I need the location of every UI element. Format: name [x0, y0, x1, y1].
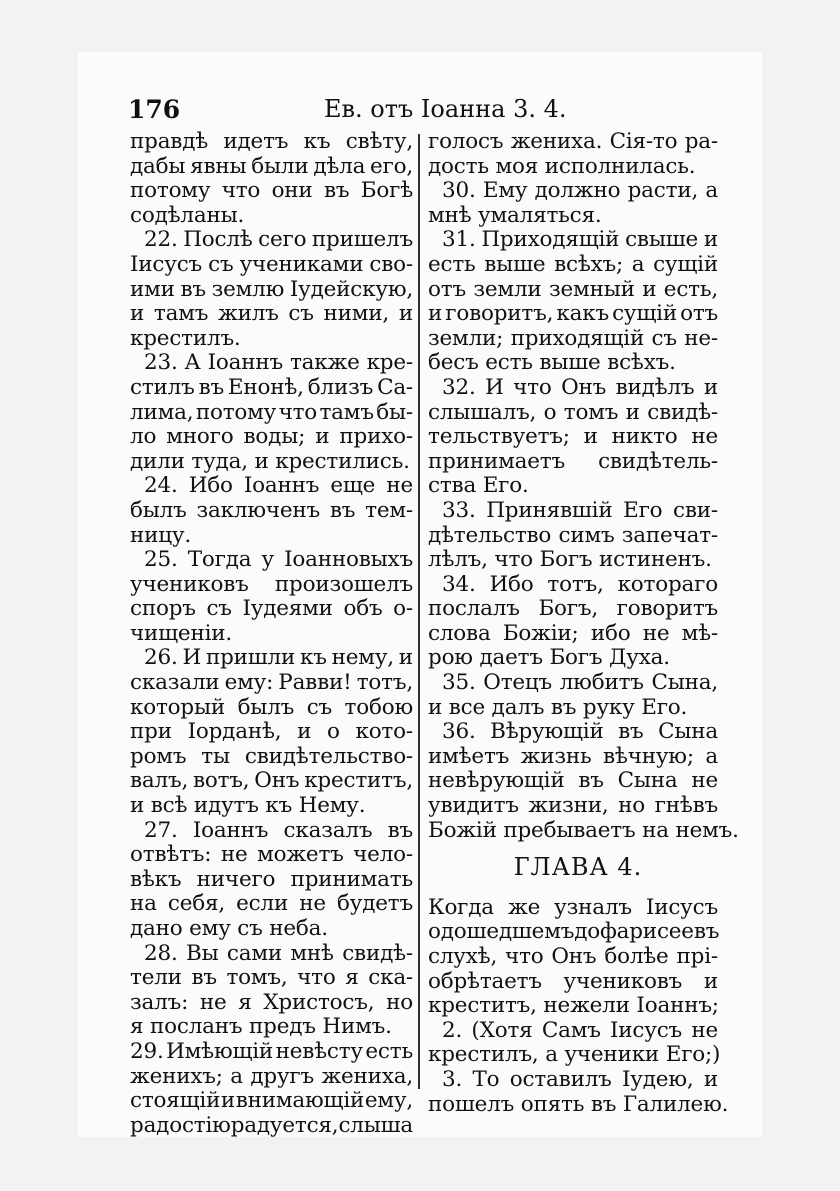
- text-line: рою даетъ Богъ Духа.: [428, 645, 670, 671]
- text-line: валъ, вотъ, Онъ креститъ,: [130, 768, 413, 794]
- text-line: при Іорданѣ, и о кото-: [130, 719, 413, 745]
- text-line: 24. Ибо Іоаннъ еще не: [144, 473, 413, 499]
- text-line: правдѣ идетъ къ свѣту,: [130, 129, 413, 154]
- column-divider: [418, 134, 420, 1089]
- text-line: 22. Послѣ сего пришелъ: [144, 227, 413, 253]
- text-line: Іисусъ съ учениками сво-: [130, 251, 413, 277]
- text-line: стилъ въ Енонѣ, близъ Са-: [130, 374, 413, 400]
- text-line: споръ съ Іудеями объ о-: [130, 596, 413, 622]
- text-line: отвѣтъ: не можетъ чело-: [130, 842, 413, 868]
- text-line: о дошедшемъ до фарисеевъ: [428, 919, 720, 945]
- right-column-top: [428, 129, 739, 843]
- text-line: радостію радуется, слыша: [130, 1112, 414, 1138]
- text-line: ими въ землю Іудейскую,: [130, 276, 413, 302]
- text-line: залъ: не я Христосъ, но: [130, 989, 413, 1015]
- text-line: голосъ жениха. Сія-то ра-: [428, 129, 718, 154]
- text-line: креститъ, нежели Іоаннъ;: [428, 993, 719, 1019]
- text-line: слухѣ, что Онъ болѣе прі-: [428, 944, 718, 969]
- text-line: сказали ему: Равви! тотъ,: [130, 670, 413, 696]
- text-line: 33. Принявшій Его сви-: [442, 497, 718, 523]
- text-line: на себя, если не будетъ: [130, 891, 413, 917]
- text-line: пошелъ опять въ Галилею.: [428, 1091, 729, 1117]
- text-line: 32. И что Онъ видѣлъ и: [442, 374, 718, 400]
- text-line: женихъ; а другъ жениха,: [130, 1063, 413, 1089]
- text-line: ло много воды; и прихо-: [130, 424, 413, 450]
- text-line: и тамъ жилъ съ ними, и: [130, 301, 413, 327]
- page-header: [128, 95, 716, 131]
- text-line: ства Его.: [428, 473, 529, 499]
- text-line: 2. (Хотя Самъ Іисусъ не: [442, 1017, 718, 1043]
- text-line: я посланъ предъ Нимъ.: [130, 1014, 392, 1040]
- text-line: чищеніи.: [130, 620, 233, 646]
- running-title: Ев. отъ Іоанна 3. 4.: [324, 95, 567, 123]
- text-line: дѣтельство симъ запечат-: [428, 522, 718, 548]
- text-line: тели въ томъ, что я ска-: [130, 965, 413, 991]
- text-line: и все далъ въ руку Его.: [428, 694, 688, 720]
- text-line: и говоритъ, какъ сущій отъ: [428, 301, 718, 327]
- text-line: ромъ ты свидѣтельство-: [130, 743, 413, 769]
- text-line: 29. Имѣющій невѣсту есть: [130, 1038, 413, 1064]
- text-line: 3. То оставилъ Іудею, и: [442, 1066, 718, 1092]
- text-line: дили туда, и крестились.: [130, 448, 410, 474]
- text-line: 28. Вы сами мнѣ свидѣ-: [144, 940, 413, 966]
- text-line: увидитъ жизни, но гнѣвъ: [428, 793, 718, 819]
- text-line: который былъ съ тобою: [130, 694, 413, 720]
- text-line: послалъ Богъ, говоритъ: [428, 596, 718, 622]
- text-line: 34. Ибо тотъ, котораго: [442, 571, 718, 597]
- text-line: земли; приходящій съ не-: [428, 325, 718, 351]
- text-line: отъ земли земный и есть,: [428, 276, 718, 302]
- text-line: и всѣ идутъ къ Нему.: [130, 793, 366, 819]
- text-line: вѣкъ ничего принимать: [130, 866, 413, 892]
- text-line: дано ему съ неба.: [130, 916, 328, 941]
- text-line: потому что они въ Богѣ: [130, 178, 413, 204]
- right-column: [428, 129, 739, 1117]
- text-line: мнѣ умаляться.: [428, 202, 602, 228]
- text-line: бесъ есть выше всѣхъ.: [428, 350, 676, 376]
- chapter-heading: ГЛАВА 4.: [513, 853, 643, 882]
- text-line: 36. Вѣрующій въ Сына: [442, 719, 718, 745]
- text-line: Божій пребываетъ на немъ.: [428, 817, 739, 843]
- text-line: 23. А Іоаннъ также кре-: [144, 350, 413, 376]
- text-line: лѣлъ, что Богъ истиненъ.: [428, 547, 712, 573]
- text-line: слышалъ, о томъ и свидѣ-: [428, 399, 718, 425]
- text-line: невѣрующій въ Сына не: [428, 768, 718, 794]
- text-line: крестилъ.: [130, 325, 241, 351]
- text-line: 27. Іоаннъ сказалъ въ: [144, 817, 413, 843]
- text-line: крестилъ, а ученики Его;): [428, 1042, 721, 1068]
- text-line: 26. И пришли къ нему, и: [144, 645, 413, 671]
- left-column: [130, 130, 413, 1138]
- text-line: принимаетъ свидѣтель-: [428, 448, 718, 474]
- text-line: слова Божіи; ибо не мѣ-: [428, 620, 718, 646]
- right-column-bottom: [428, 894, 729, 1117]
- text-line: тельствуетъ; и никто не: [428, 424, 718, 450]
- text-line: 35. Отецъ любитъ Сына,: [442, 670, 718, 696]
- text-line: учениковъ произошелъ: [130, 571, 413, 597]
- text-line: имѣетъ жизнь вѣчную; а: [428, 743, 718, 769]
- text-line: 30. Ему должно расти, а: [442, 178, 718, 204]
- text-line: былъ заключенъ въ тем-: [130, 497, 413, 523]
- text-line: ницу.: [130, 522, 191, 548]
- page-number: 176: [128, 95, 181, 124]
- text-line: содѣланы.: [130, 202, 245, 228]
- text-line: Когда же узналъ Іисусъ: [428, 894, 718, 920]
- text-line: стоящій и внимающій ему,: [130, 1088, 413, 1114]
- text-line: лима, потому что тамъ бы-: [130, 399, 413, 425]
- text-line: 31. Приходящій свыше и: [442, 227, 718, 253]
- text-line: дость моя исполнилась.: [428, 153, 696, 179]
- text-line: 25. Тогда у Іоанновыхъ: [144, 547, 413, 573]
- text-line: есть выше всѣхъ; а сущій: [428, 251, 718, 277]
- text-line: дабы явны были дѣла его,: [130, 153, 413, 179]
- text-line: обрѣтаетъ учениковъ и: [428, 968, 718, 994]
